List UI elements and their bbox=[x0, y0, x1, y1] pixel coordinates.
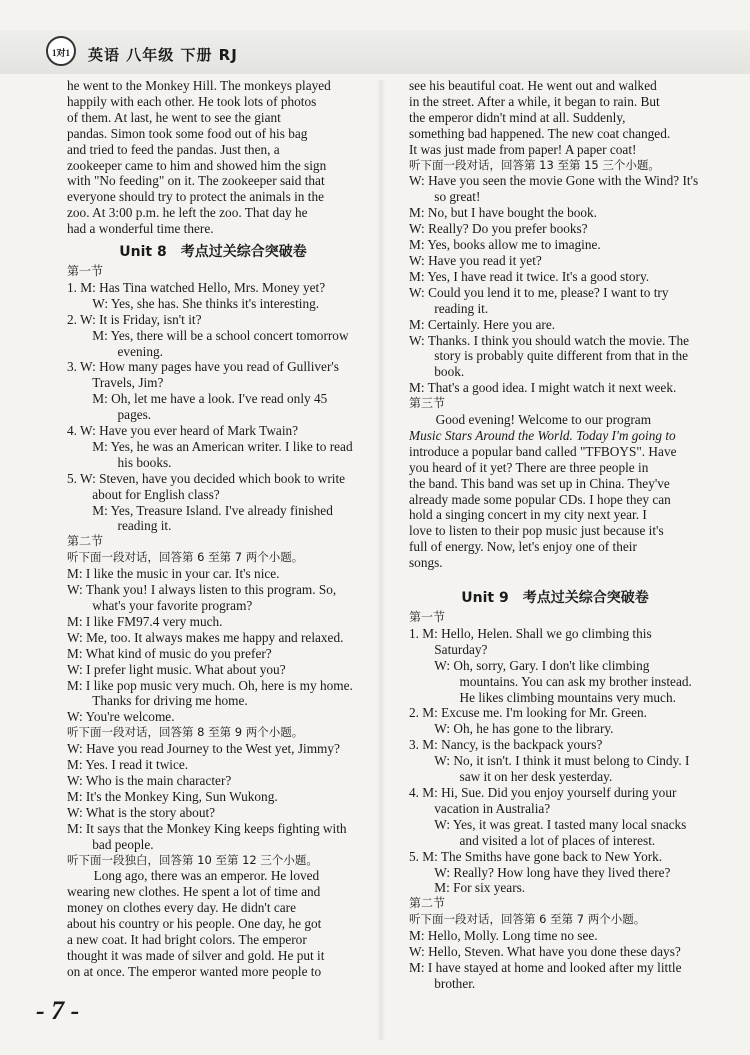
text-line: money on clothes every day. He didn't care bbox=[67, 900, 296, 916]
dialogue-line: W: Hello, Steven. What have you done these days? bbox=[409, 944, 681, 960]
book-title: 英语 八年级 下册 RJ bbox=[88, 46, 238, 64]
section-label: 第二节 bbox=[67, 534, 104, 549]
text-line: something bad happened. The new coat changed. bbox=[409, 125, 671, 141]
text-line: happily with each other. He took lots of photos bbox=[67, 93, 317, 109]
dialogue-line: M: Yes, Treasure Island. I've already finished reading it. bbox=[92, 502, 333, 534]
text-line: thought it was made of silver and gold. He put it bbox=[67, 947, 325, 963]
dialogue-line: M: Certainly. Here you are. bbox=[409, 316, 556, 332]
dialogue-line: M: Yes, books allow me to imagine. bbox=[409, 237, 601, 253]
instruction: 听下面一段对话，回答第 13 至第 15 三个小题。 bbox=[409, 157, 660, 172]
dialogue-line: W: You're welcome. bbox=[67, 709, 175, 725]
dialogue-line: 3. W: How many pages have you read of Gulliver's Travels, Jim? bbox=[67, 359, 339, 391]
text-line: pandas. Simon took some food out of his bag bbox=[67, 125, 308, 141]
dialogue-line: W: Really? Do you prefer books? bbox=[409, 221, 588, 237]
dialogue-line: W: No, it isn't. I think it must belong to Cindy. I saw it on her desk yesterday. bbox=[434, 753, 690, 785]
dialogue-line: W: Yes, she has. She thinks it's interesting. bbox=[92, 295, 320, 311]
dialogue-line: M: What kind of music do you prefer? bbox=[67, 645, 272, 661]
page-number: - 7 - bbox=[36, 996, 80, 1025]
dialogue-line: 3. M: Nancy, is the backpack yours? bbox=[409, 737, 603, 753]
text-line: in the street. After a while, it began to rain. But bbox=[409, 93, 660, 109]
dialogue-line: M: No, but I have bought the book. bbox=[409, 205, 597, 221]
dialogue-line: W: Thanks. I think you should watch the movie. The story is probably quite different from that in the book. bbox=[409, 332, 690, 380]
dialogue-line: W: Could you lend it to me, please? I want to try reading it. bbox=[409, 284, 669, 316]
text-line: Good evening! Welcome to our program bbox=[435, 412, 652, 428]
text-line: of them. At last, he went to see the giant bbox=[67, 109, 281, 125]
instruction: 听下面一段独白，回答第 10 至第 12 三个小题。 bbox=[67, 852, 318, 867]
dialogue-line: W: Really? How long have they lived there? bbox=[434, 864, 671, 880]
right-column bbox=[409, 78, 701, 992]
page-fold bbox=[376, 80, 386, 1040]
text-line: you heard of it yet? There are three people in bbox=[409, 459, 649, 475]
dialogue-line: W: Oh, he has gone to the library. bbox=[434, 721, 614, 737]
text-line: zoo. At 3:00 p.m. he left the zoo. That day he bbox=[67, 205, 308, 221]
dialogue-line: 5. M: The Smiths have gone back to New York. bbox=[409, 848, 663, 864]
text-line: zookeeper came to him and showed him the sign bbox=[67, 157, 327, 173]
dialogue-line: W: Have you seen the movie Gone with the Wind? It's so great! bbox=[409, 173, 699, 205]
unit8-heading: Unit 8 考点过关综合突破卷 bbox=[119, 244, 307, 261]
text-line: already made some popular CDs. I hope they can bbox=[409, 491, 671, 507]
text-line: had a wonderful time there. bbox=[67, 221, 214, 237]
dialogue-line: M: It's the Monkey King, Sun Wukong. bbox=[67, 788, 278, 804]
text-line: songs. bbox=[409, 555, 443, 571]
section-label: 第一节 bbox=[67, 263, 104, 278]
dialogue-line: M: Yes, I have read it twice. It's a good story. bbox=[409, 268, 650, 284]
text-line: on at once. The emperor wanted more people to bbox=[67, 963, 322, 979]
dialogue-line: M: That's a good idea. I might watch it next week. bbox=[409, 380, 677, 396]
instruction: 听下面一段对话，回答第 6 至第 7 两个小题。 bbox=[67, 550, 304, 565]
text-line: Music Stars Around the World. Today I'm going to bbox=[409, 427, 676, 443]
text-line: with "No feeding" on it. The zookeeper said that bbox=[67, 173, 325, 189]
text-line: love to listen to their pop music just because it's bbox=[409, 523, 664, 539]
text-line: a new coat. It had bright colors. The emperor bbox=[67, 932, 307, 948]
dialogue-line: M: I have stayed at home and looked after my little brother. bbox=[409, 959, 682, 991]
text-line: everyone should try to protect the animals in the bbox=[67, 189, 325, 205]
text-line: and tried to feed the pandas. Just then, a bbox=[67, 141, 280, 157]
publisher-logo: 1对1 bbox=[46, 36, 76, 66]
dialogue-line: M: Oh, let me have a look. I've read only 45 pages. bbox=[92, 391, 328, 423]
dialogue-line: W: Have you read Journey to the West yet, Jimmy? bbox=[67, 741, 340, 757]
dialogue-line: 2. M: Excuse me. I'm looking for Mr. Green. bbox=[409, 705, 647, 721]
dialogue-line: M: Hello, Molly. Long time no see. bbox=[409, 928, 598, 944]
dialogue-line: M: I like pop music very much. Oh, here is my home. Thanks for driving me home. bbox=[67, 677, 353, 709]
dialogue-line: 4. M: Hi, Sue. Did you enjoy yourself during your vacation in Australia? bbox=[409, 784, 677, 816]
story-continued bbox=[67, 78, 359, 237]
dialogue-line: M: It says that the Monkey King keeps fighting with bad people. bbox=[67, 820, 347, 852]
text-line: see his beautiful coat. He went out and walked bbox=[409, 78, 657, 93]
dialogue-line: 1. M: Has Tina watched Hello, Mrs. Money yet? bbox=[67, 279, 326, 295]
section-label: 第二节 bbox=[409, 896, 446, 911]
text-line: It was just made from paper! A paper coat! bbox=[409, 141, 637, 157]
dialogue-line: 1. M: Hello, Helen. Shall we go climbing this Saturday? bbox=[409, 625, 652, 657]
dialogue-line: M: For six years. bbox=[434, 880, 526, 896]
dialogue-line: 2. W: It is Friday, isn't it? bbox=[67, 311, 202, 327]
text-line: hold a singing concert in my city next year. I bbox=[409, 507, 647, 523]
dialogue-line: M: I like the music in your car. It's nice. bbox=[67, 566, 280, 582]
section-label: 第三节 bbox=[409, 396, 446, 411]
dialogue-line: M: I like FM97.4 very much. bbox=[67, 613, 223, 629]
instruction: 听下面一段对话，回答第 8 至第 9 两个小题。 bbox=[67, 725, 304, 740]
text-line: the emperor didn't mind at all. Suddenly, bbox=[409, 109, 626, 125]
dialogue-line: M: Yes. I read it twice. bbox=[67, 757, 189, 773]
text-line: about his country or his people. One day, he got bbox=[67, 916, 322, 932]
dialogue-line: W: I prefer light music. What about you? bbox=[67, 661, 286, 677]
dialogue-line: W: Who is the main character? bbox=[67, 772, 232, 788]
dialogue-line: W: Yes, it was great. I tasted many local snacks and visited a lot of places of interest. bbox=[434, 816, 687, 848]
section-label: 第一节 bbox=[409, 610, 446, 624]
dialogue-line: M: Yes, there will be a school concert tomorrow evening. bbox=[92, 327, 349, 359]
text-line: he went to the Monkey Hill. The monkeys played bbox=[67, 78, 331, 93]
dialogue-line: M: Yes, he was an American writer. I like to read his books. bbox=[92, 438, 353, 470]
dialogue-line: W: Me, too. It always makes me happy and relaxed. bbox=[67, 629, 344, 645]
text-line: Long ago, there was an emperor. He loved bbox=[93, 868, 320, 884]
instruction: 听下面一段对话，回答第 6 至第 7 两个小题。 bbox=[409, 912, 646, 927]
dialogue-line: 4. W: Have you ever heard of Mark Twain? bbox=[67, 423, 299, 439]
text-line: introduce a popular band called "TFBOYS". Have bbox=[409, 443, 677, 459]
left-column bbox=[67, 78, 359, 980]
dialogue-line: W: What is the story about? bbox=[67, 804, 216, 820]
text-line: wearing new clothes. He spent a lot of time and bbox=[67, 884, 321, 900]
text-line: full of energy. Now, let's enjoy one of their bbox=[409, 539, 637, 555]
dialogue-line: W: Thank you! I always listen to this program. So, what's your favorite program? bbox=[67, 582, 337, 613]
dialogue-line: 5. W: Steven, have you decided which book to write about for English class? bbox=[67, 470, 346, 502]
dialogue-line: W: Have you read it yet? bbox=[409, 252, 542, 268]
text-line: the band. This band was set up in China. They've bbox=[409, 475, 670, 491]
unit9-heading: Unit 9 考点过关综合突破卷 bbox=[461, 590, 649, 607]
dialogue-line: W: Oh, sorry, Gary. I don't like climbing mountains. You can ask my brother instead. He likes climbing mountains very much. bbox=[434, 657, 692, 705]
